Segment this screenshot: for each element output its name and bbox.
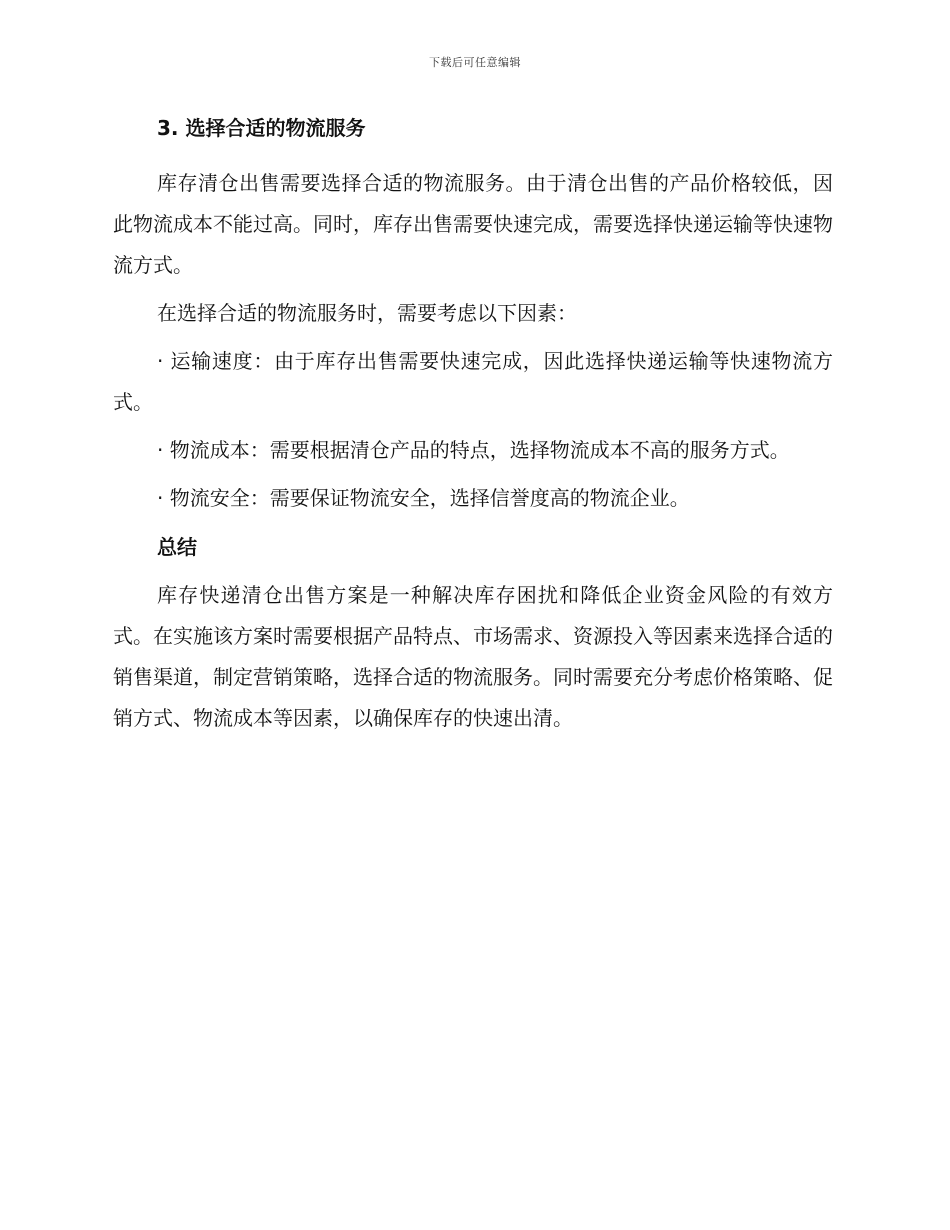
list-item-logistics-safety: · 物流安全：需要保证物流安全，选择信誉度高的物流企业。 xyxy=(157,486,690,510)
page-header-note: 下载后可任意编辑 xyxy=(429,56,521,69)
paragraph-logistics-intro: 库存清仓出售需要选择合适的物流服务。由于清仓出售的产品价格较低，因此物流成本不能过高。同时，库存出售需要快速完成，需要选择快递运输等快速物流方式。 xyxy=(113,171,833,277)
list-item-transport-speed: · 运输速度：由于库存出售需要快速完成，因此选择快递运输等快速物流方式。 xyxy=(113,349,833,414)
paragraph-summary: 库存快递清仓出售方案是一种解决库存困扰和降低企业资金风险的有效方式。在实施该方案时需要根据产品特点、市场需求、资源投入等因素来选择合适的销售渠道，制定营销策略，选择合适的物流服务。同时需要充分考虑价格策略、促销方式、物流成本等因素，以确保库存的快速出清。 xyxy=(113,583,833,730)
list-item-logistics-cost: · 物流成本：需要根据清仓产品的特点，选择物流成本不高的服务方式。 xyxy=(157,438,790,462)
section-heading-logistics: 3. 选择合适的物流服务 xyxy=(157,116,366,140)
section-heading-summary: 总结 xyxy=(157,535,197,559)
document-body xyxy=(113,110,833,739)
paragraph-factors-lead: 在选择合适的物流服务时，需要考虑以下因素： xyxy=(157,301,577,325)
